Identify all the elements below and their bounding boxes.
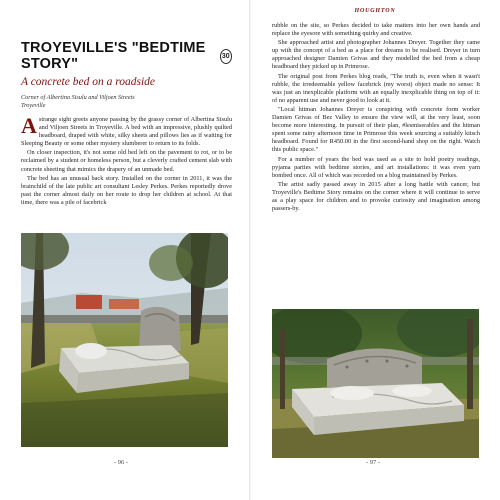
page-subtitle: A concrete bed on a roadside (21, 76, 156, 88)
paragraph: "Local hitman Johannes Dreyer is conspiring with concrete form worker Damien Grivas of Bez Valley to ensure the view will, at the very least, soon become more interesting. In pursuit of their plan, #lesmiserables and the hitman spent some rainy afternoon time in Primrose this week sourcing a suitably kitsch headboard. Found for R450.00 in the first second-hand shop on the right. Watch this public space." (272, 105, 480, 154)
paragraph: rubble on the site, so Perkes decided to take matters into her own hands and replace the eyesore with something quirky and creative. (272, 22, 480, 38)
paragraph: On closer inspection, it's not some old bed left on the pavement to rot, or to be reclaimed by a student or homeless person, but a cleverly crafted cement slab with concrete sheeting that mimics the drapery of an unmade bed. (21, 149, 232, 173)
bed-photo-roadside (21, 233, 228, 447)
entry-number-badge: 30 (220, 49, 232, 64)
paragraph: The original post from Perkes blog reads, "The truth is, even when it wasn't rubble, the irredeemable yellow facebrick (my worst) object made no sense: It was just an inexplicable platform with an equally inexplicable thing on top of it: of no apparent use and never good to look at it. (272, 72, 480, 104)
location-suburb: Troyeville (21, 102, 46, 109)
drop-cap: A (21, 113, 37, 138)
right-body-text (272, 22, 480, 213)
title-row (21, 40, 232, 72)
running-head: HOUGHTON (354, 8, 396, 14)
paragraph: She approached artist and photographer Johannes Dreyer. Together they came up with the concept of a bed as a place for dreams to be realised. Dreyer in turn approached designer Damien Grivas and they modelled the bed from a cheap headboard they picked up in Primrose. (272, 39, 480, 71)
page-number-right: - 97 - (366, 459, 381, 466)
paragraph: For a number of years the bed was used as a site to hold poetry readings, pyjama parties with bedtime stories, and art installations: it was even yarn bombed once. All of which was recorded on a blog maintained by Perkes. (272, 155, 480, 179)
location (21, 94, 232, 110)
bed-photo-closeup (272, 309, 479, 458)
paragraph (21, 113, 232, 148)
paragraph: The artist sadly passed away in 2015 after a long battle with cancer, but Troyeville's Bedtime Story remains on the corner where it will continue to serve as a play space for children and to provoke curiosity and imagination among passers-by. (272, 180, 480, 213)
page-title: TROYEVILLE'S "BEDTIME STORY" (21, 40, 206, 72)
location-address: Corner of Albertina Sisulu and Viljoen Streets (21, 94, 135, 101)
left-body-text (21, 113, 232, 207)
paragraph-text: strange sight greets anyone passing by the grassy corner of Albertina Sisulu and Viljoen Streets in Troyeville. A bed with an impressive, plushly quilted headboard, draped with white, silky sheets and pillows lies as if waiting for Sleeping Beauty or some other mystery slumberer to return to its folds. (21, 116, 232, 148)
page-number-left: - 96 - (114, 459, 129, 466)
paragraph: The bed has an unusual back story. Installed on the corner in 2011, it was the brainchild of the late public art consultant Lesley Perkes. Perkes reportedly drove past the corner almost daily on her route to drop her children at school. At that time, there was a pile of facebrick (21, 174, 232, 206)
